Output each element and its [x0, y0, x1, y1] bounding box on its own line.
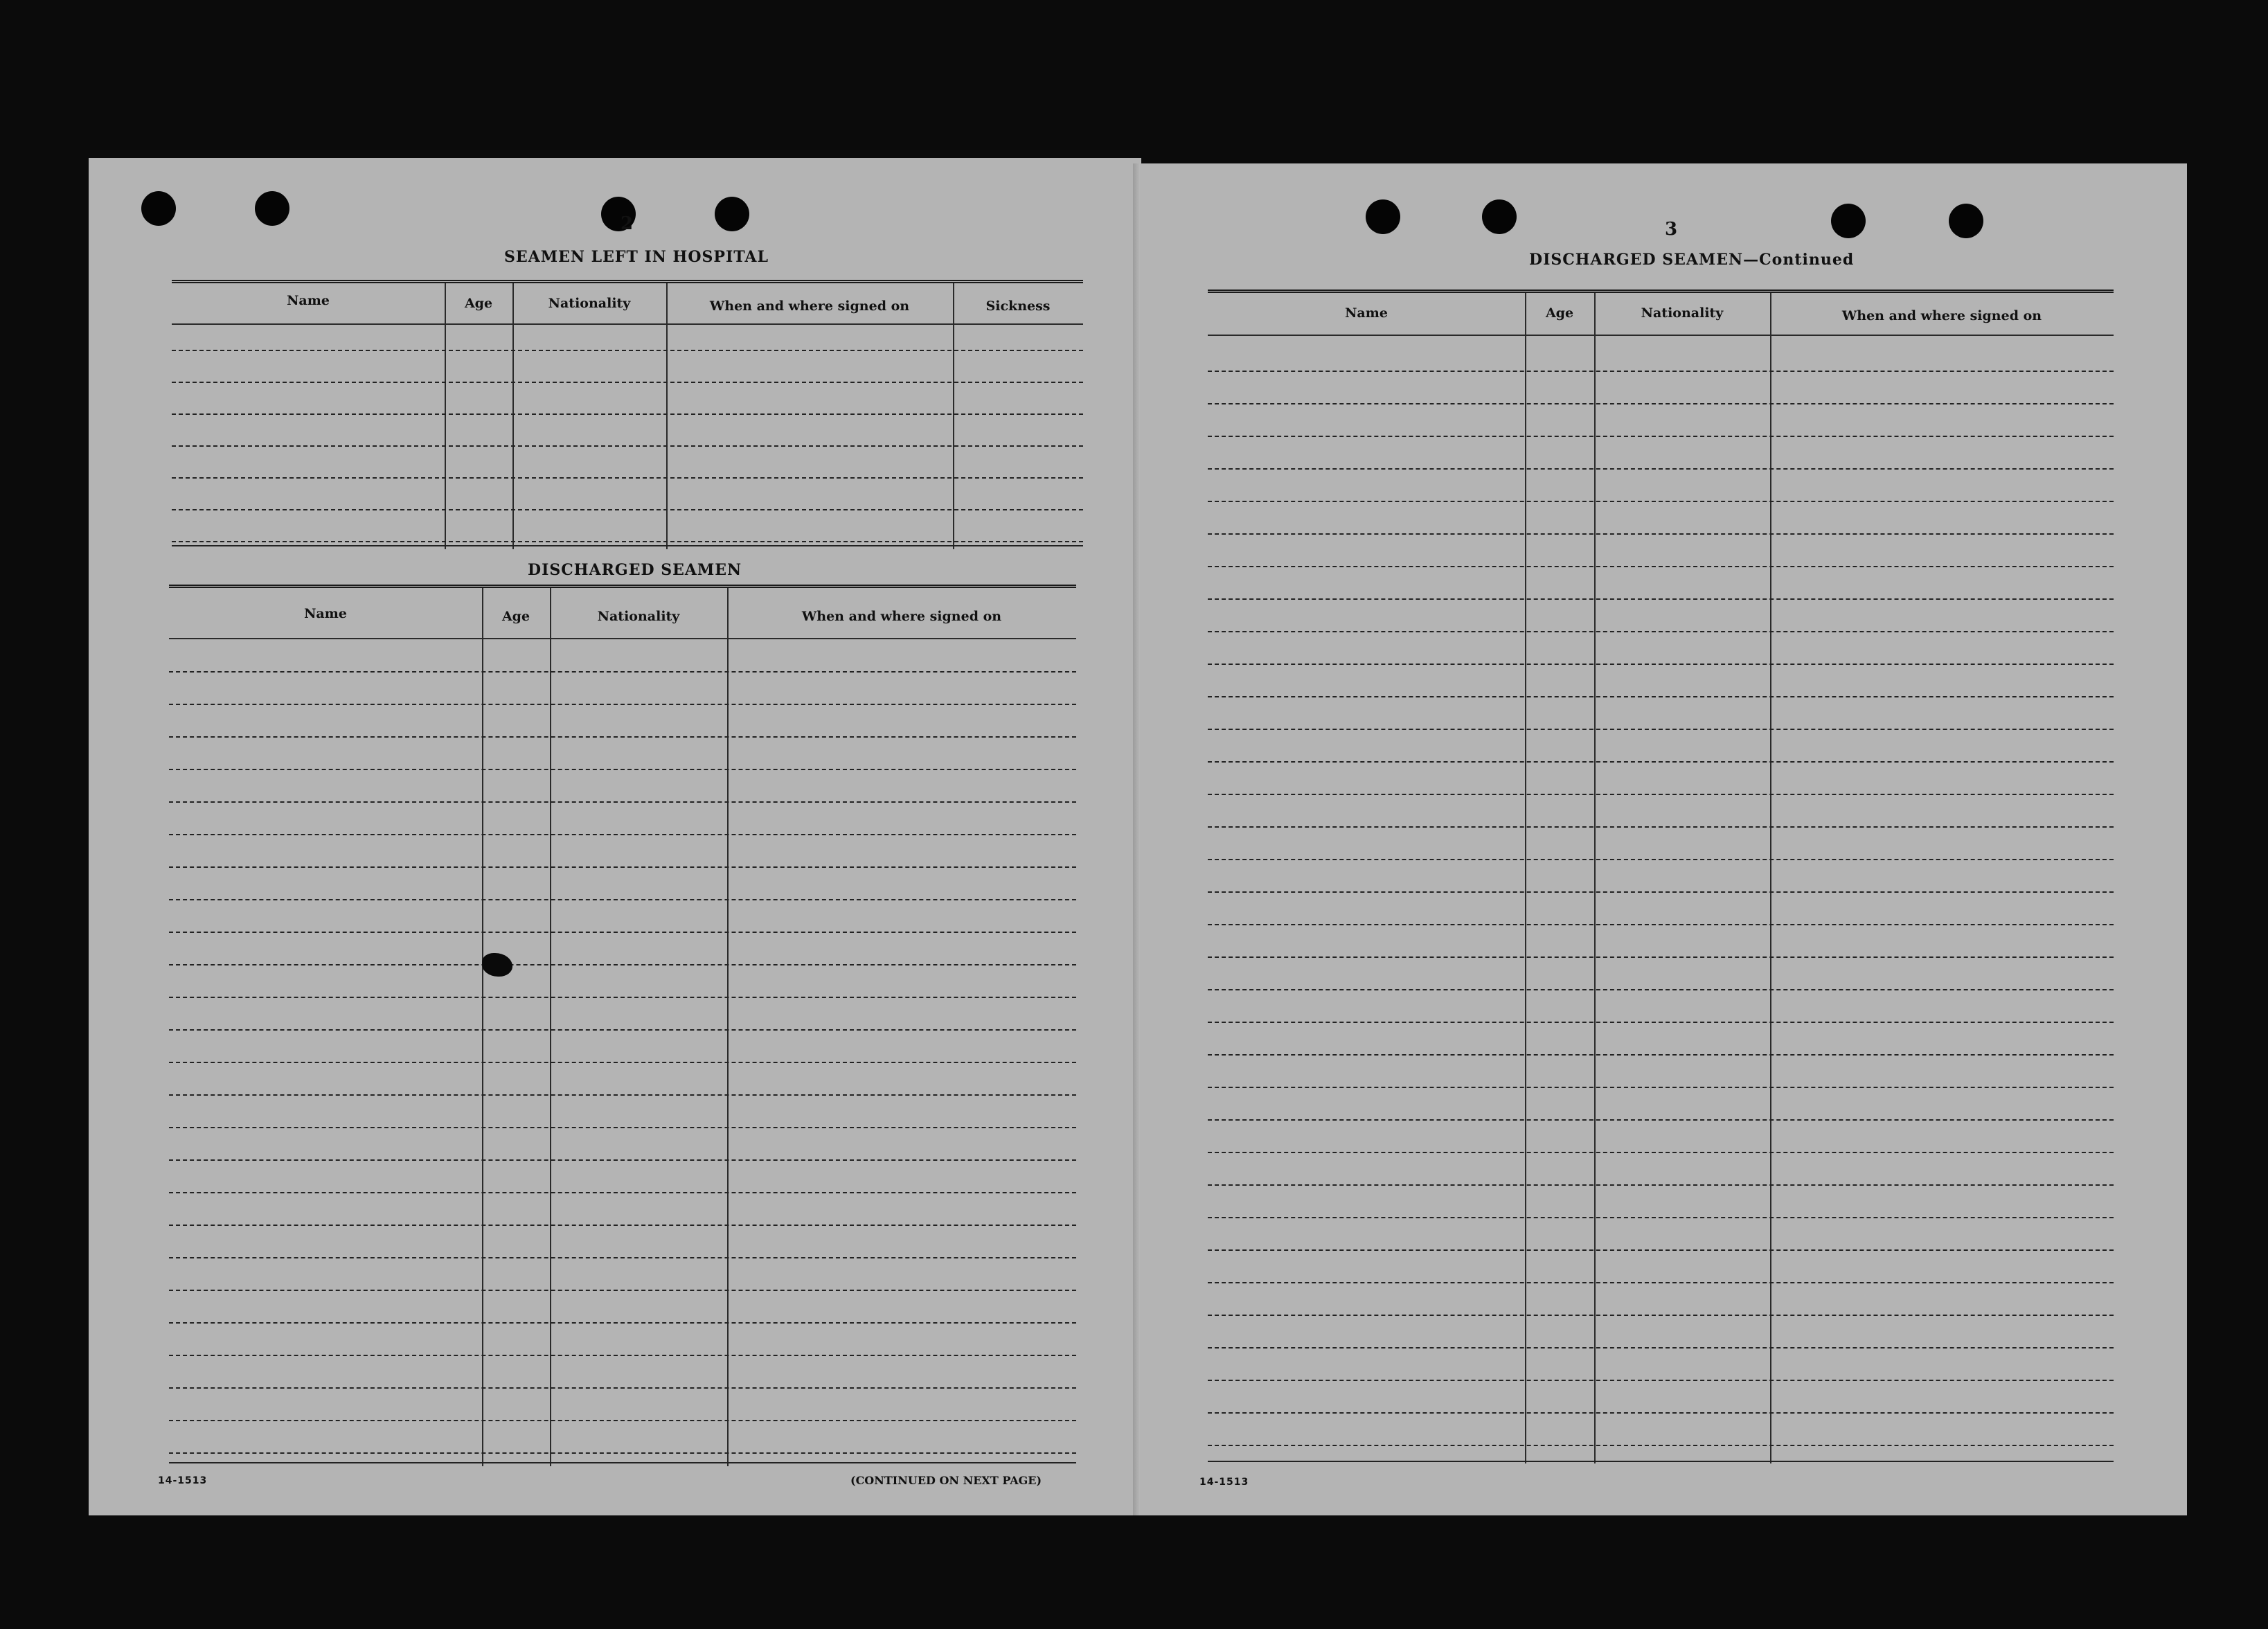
entry-line [1208, 891, 2114, 893]
hospital-section-title: SEAMEN LEFT IN HOSPITAL [504, 248, 769, 266]
entry-line [1208, 371, 2114, 372]
entry-line [1208, 1315, 2114, 1316]
entry-line [1208, 1412, 2114, 1414]
punch-hole [1482, 199, 1517, 234]
entry-line [1208, 1184, 2114, 1186]
column-divider [550, 588, 551, 1466]
entry-line [169, 964, 1076, 965]
column-header-nationality: Nationality [548, 296, 631, 311]
entry-line [169, 1159, 1076, 1161]
column-header-sickness: Sickness [985, 299, 1051, 314]
entry-line [1208, 956, 2114, 958]
header-rule [169, 638, 1076, 639]
discharged-continued-title: DISCHARGED SEAMEN—Continued [1529, 251, 1855, 269]
punch-hole [141, 191, 176, 226]
discharged-section-title: DISCHARGED SEAMEN [528, 561, 742, 579]
entry-line [169, 834, 1076, 835]
entry-line [1208, 1217, 2114, 1218]
entry-line [1208, 436, 2114, 437]
entry-line [1208, 729, 2114, 730]
entry-line [169, 704, 1076, 705]
column-header-name: Name [1345, 305, 1388, 321]
entry-line [169, 769, 1076, 770]
header-rule [1208, 335, 2114, 336]
entry-line [1208, 664, 2114, 665]
table-bottom-rule [1208, 1461, 2114, 1462]
entry-line [169, 1029, 1076, 1031]
column-header-nationality: Nationality [1641, 305, 1724, 321]
entry-line [169, 1387, 1076, 1389]
discharged-continued-table [1208, 290, 2114, 1463]
entry-line [169, 997, 1076, 998]
page-number: 3 [1665, 219, 1678, 240]
entry-line [1208, 533, 2114, 535]
column-header-age: Age [1545, 305, 1574, 321]
column-header-age: Age [501, 609, 530, 624]
entry-line [1208, 631, 2114, 632]
entry-line [1208, 1152, 2114, 1153]
punch-hole [715, 197, 749, 231]
column-header-name: Name [287, 293, 330, 308]
column-header-signed-on: When and where signed on [801, 609, 1002, 624]
column-header-signed-on: When and where signed on [709, 299, 910, 314]
form-number: 14-1513 [1199, 1477, 1249, 1488]
table-bottom-rule [172, 545, 1083, 546]
column-divider [482, 588, 483, 1466]
page-fold [1133, 163, 1140, 1515]
hospital-table [172, 280, 1083, 549]
entry-line [1208, 859, 2114, 860]
entry-line [1208, 1380, 2114, 1381]
entry-line [172, 382, 1083, 383]
column-divider [727, 588, 729, 1466]
entry-line [1208, 1347, 2114, 1348]
punch-hole [1366, 199, 1400, 234]
entry-line [1208, 598, 2114, 600]
entry-line [1208, 566, 2114, 567]
entry-line [1208, 1282, 2114, 1283]
entry-line [169, 932, 1076, 933]
entry-line [1208, 1054, 2114, 1056]
entry-line [169, 866, 1076, 868]
entry-line [169, 1452, 1076, 1454]
entry-line [1208, 1087, 2114, 1088]
column-header-name: Name [304, 606, 347, 621]
entry-line [172, 350, 1083, 351]
entry-line [1208, 1022, 2114, 1023]
table-bottom-rule [169, 1462, 1076, 1463]
entry-line [1208, 1249, 2114, 1251]
entry-line [1208, 1445, 2114, 1446]
entry-line [169, 1127, 1076, 1128]
continued-note: (CONTINUED ON NEXT PAGE) [850, 1474, 1042, 1487]
column-header-nationality: Nationality [597, 609, 680, 624]
right-page [1122, 163, 2187, 1515]
left-page [89, 158, 1141, 1515]
entry-line [1208, 696, 2114, 697]
header-rule [172, 323, 1083, 325]
entry-line [169, 1322, 1076, 1324]
entry-line [1208, 501, 2114, 502]
entry-line [169, 801, 1076, 803]
column-header-signed-on: When and where signed on [1841, 308, 2042, 323]
page-number: 2 [620, 213, 634, 234]
entry-line [169, 1355, 1076, 1356]
column-header-age: Age [464, 296, 493, 311]
entry-line [169, 1420, 1076, 1421]
entry-line [169, 1192, 1076, 1193]
entry-line [169, 1062, 1076, 1063]
entry-line [172, 477, 1083, 479]
entry-line [1208, 761, 2114, 763]
entry-line [1208, 826, 2114, 828]
entry-line [1208, 989, 2114, 990]
entry-line [169, 1290, 1076, 1291]
entry-line [1208, 403, 2114, 404]
discharged-table [169, 585, 1076, 1466]
punch-hole [255, 191, 289, 226]
entry-line [1208, 1119, 2114, 1121]
entry-line [169, 899, 1076, 900]
entry-line [1208, 924, 2114, 925]
entry-line [1208, 468, 2114, 470]
entry-line [1208, 794, 2114, 795]
entry-line [172, 445, 1083, 447]
form-number: 14-1513 [158, 1475, 208, 1486]
entry-line [172, 413, 1083, 415]
entry-line [172, 509, 1083, 510]
entry-line [172, 541, 1083, 542]
entry-line [169, 1225, 1076, 1226]
entry-line [169, 736, 1076, 738]
entry-line [169, 1257, 1076, 1258]
entry-line [169, 1094, 1076, 1096]
entry-line [169, 671, 1076, 673]
punch-hole [1831, 204, 1866, 238]
punch-hole [1949, 204, 1983, 238]
